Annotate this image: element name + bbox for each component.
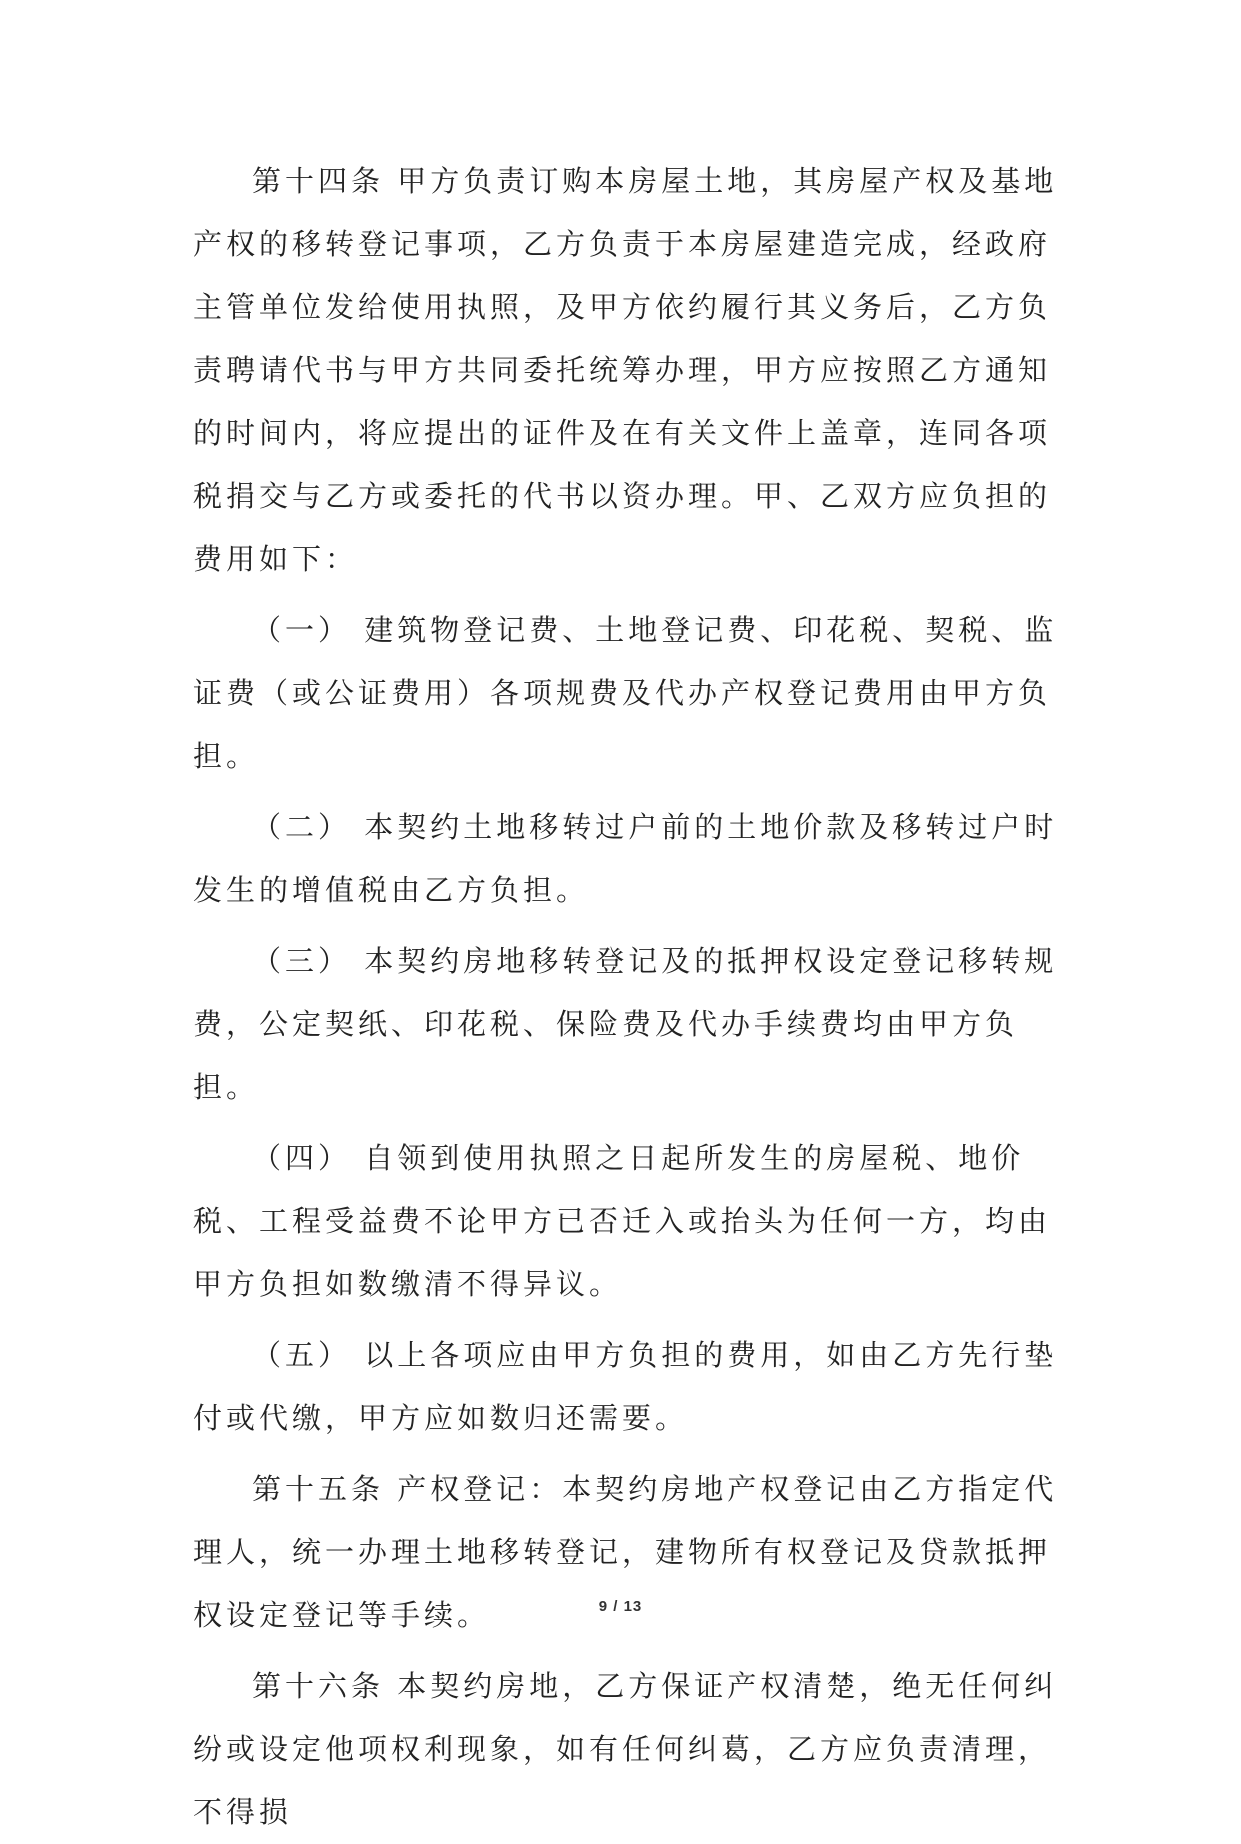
paragraph-item-4: （四） 自领到使用执照之日起所发生的房屋税、地价税、工程受益费不论甲方已否迁入或抬头为任何一方，均由甲方负担如数缴清不得异议。 [193,1141,1052,1301]
page-number: 9 / 13 [598,1598,643,1615]
document-body [193,150,1059,1844]
paragraph-article-14: 第十四条 甲方负责订购本房屋土地，其房屋产权及基地产权的移转登记事项，乙方负责于本房屋建造完成，经政府主管单位发给使用执照，及甲方依约履行其义务后，乙方负责聘请代书与甲方共同委托统筹办理，甲方应按照乙方通知的时间内，将应提出的证件及在有关文件上盖章，连同各项税捐交与乙方或委托的代书以资办理。甲、乙双方应负担的费用如下： [193,164,1058,576]
paragraph-item-1: （一） 建筑物登记费、土地登记费、印花税、契税、监证费（或公证费用）各项规费及代办产权登记费用由甲方负担。 [193,613,1058,773]
paragraph-item-3: （三） 本契约房地移转登记及的抵押权设定登记移转规费，公定契纸、印花税、保险费及代办手续费均由甲方负担。 [193,944,1058,1104]
paragraph-item-5: （五） 以上各项应由甲方负担的费用，如由乙方先行垫付或代缴，甲方应如数归还需要。 [193,1338,1058,1435]
paragraph-item-2: （二） 本契约土地移转过户前的土地价款及移转过户时发生的增值税由乙方负担。 [193,810,1058,907]
paragraph-article-16: 第十六条 本契约房地，乙方保证产权清楚，绝无任何纠纷或设定他项权利现象，如有任何纠葛，乙方应负责清理，不得损 [193,1669,1058,1829]
paragraph-article-15: 第十五条 产权登记：本契约房地产权登记由乙方指定代理人，统一办理土地移转登记，建物所有权登记及贷款抵押权设定登记等手续。 [193,1472,1058,1632]
